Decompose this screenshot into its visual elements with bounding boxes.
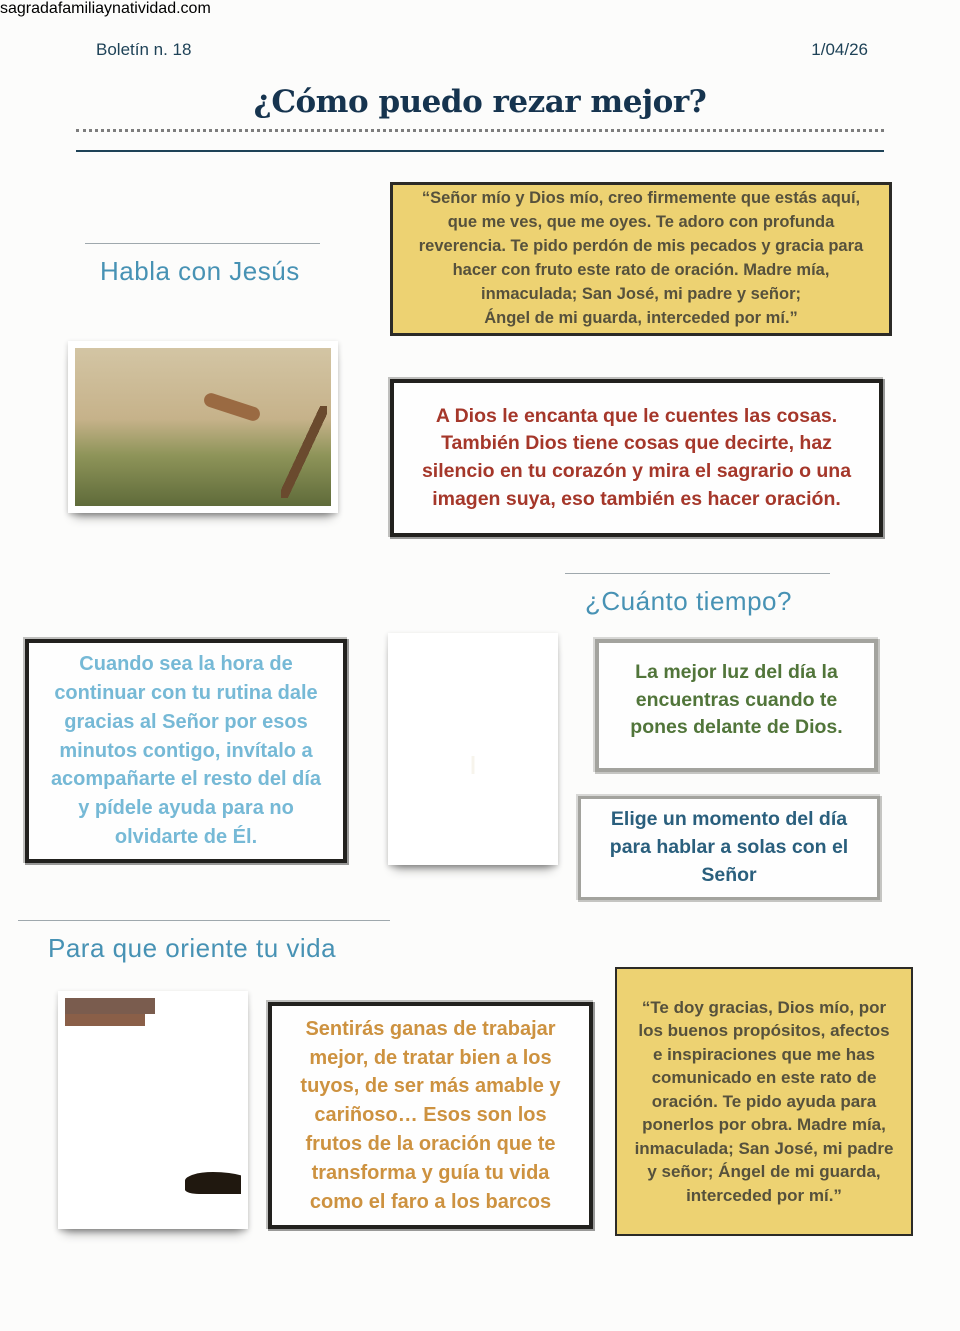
jesus-image-art [75,348,331,506]
closing-prayer-text: “Te doy gracias, Dios mío, por los buenos propósitos, afectos e inspiraciones que me has comunicado en este rato de oración. Te pido ayuda para ponerlos por obra. Madre mía, inmaculada; San José, mi padre y señor; Ángel de mi guarda, interceded por mí.” [634,997,894,1205]
jesus-image [68,341,338,513]
lighthouse-image [58,991,248,1229]
hourglass-top-bulb [395,686,551,756]
page-title: ¿Cómo puedo rezar mejor? [253,84,707,120]
website-link[interactable]: sagradafamiliaynatividad.com [0,0,211,17]
footer [0,0,960,18]
hourglass-image-art [395,640,551,858]
bulletin-date: 1/04/26 [811,40,868,59]
hourglass-top-cap-rim [395,670,507,686]
bulletin-number: Boletín n. 18 [96,40,192,59]
hourglass-bottom-bulb [395,784,551,858]
choose-moment-text: Elige un momento del día para hablar a solas con el Señor [609,808,849,886]
section-tiempo-rule [565,573,830,574]
section-habla-heading: Habla con Jesús [100,256,300,286]
lighthouse-cloud [65,998,155,1014]
section-habla-rule [85,243,320,244]
opening-prayer-text: “Señor mío y Dios mío, creo firmemente que estás aquí, que me ves, que me oyes. Te adoro con profunda reverencia. Te pido perdón de mis pecados y gracia para hacer con fruto este rato de oración. Madre mía, inmaculada; San José, mi padre y señor; [418,189,864,303]
thank-after-prayer-box [25,639,347,863]
thank-after-prayer-text: Cuando sea la hora de continuar con tu rutina dale gracias al Señor por esos minutos contigo, invítalo a acompañarte el resto del día y pídele ayuda para no olvidarte de Él. [50,653,322,848]
figure-right-man-strap [281,406,327,498]
best-light-box [595,639,878,772]
choose-moment-box [578,796,880,900]
section-oriente-rule [18,920,390,921]
opening-prayer-box [390,182,892,336]
best-light-text: La mejor luz del día la encuentras cuando te pones delante de Dios. [630,661,843,739]
fruits-of-prayer-text: Sentirás ganas de trabajar mejor, de tratar bien a los tuyos, de ser más amable y cariñoso… Esos son los frutos de la oración que te transforma y guía tu vida como el faro a los barcos [300,1017,561,1213]
section-oriente-heading: Para que oriente tu vida [48,933,337,963]
hourglass-top-cap [395,640,515,670]
talk-to-god-text: A Dios le encanta que le cuentes las cosas. También Dios tiene cosas que decirte, haz silencio en tu corazón y mira el sagrario o una imagen suya, eso también es hacer oración. [421,404,852,510]
opening-prayer-last-line: Ángel de mi guarda, interceded por mí.” [484,308,798,327]
lighthouse-image-art [65,998,241,1222]
closing-prayer-box [615,967,913,1236]
solid-divider [76,150,884,152]
hourglass-image [388,633,558,865]
section-tiempo-heading: ¿Cuánto tiempo? [585,586,792,616]
foreground-rocks [185,1172,241,1194]
dotted-divider [76,129,884,132]
hourglass-falling-sand [472,756,475,774]
hourglass-top-sand [395,756,443,784]
lighthouse-cloud-2 [65,1014,145,1026]
talk-to-god-box [390,379,883,537]
fruits-of-prayer-box [268,1002,593,1229]
